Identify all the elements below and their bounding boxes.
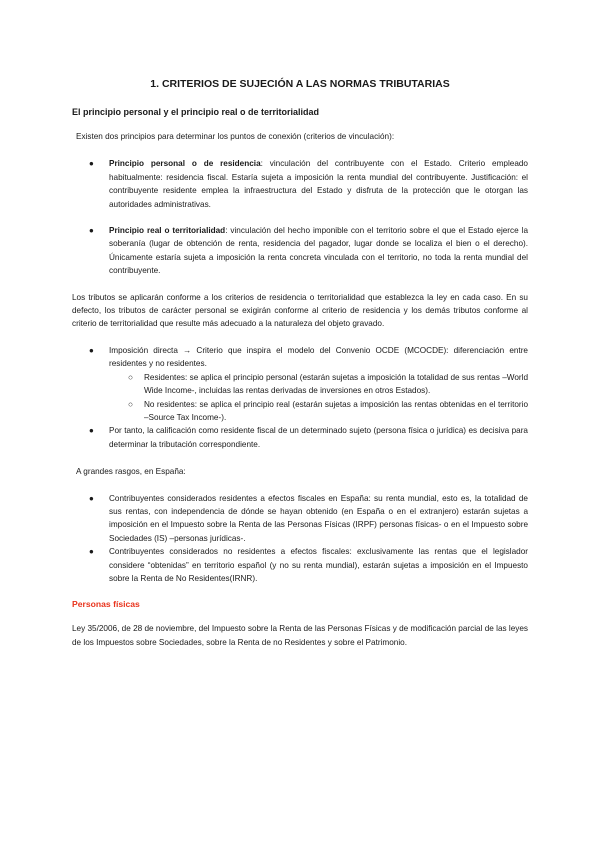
sub-list-item bbox=[109, 371, 528, 398]
bullet-icon: ● bbox=[89, 426, 94, 436]
direct-taxation-list bbox=[72, 344, 528, 451]
paragraph: A grandes rasgos, en España: bbox=[76, 467, 186, 477]
section-heading: El principio personal y el principio real o de territorialidad bbox=[72, 107, 320, 117]
intro-paragraph: Existen dos principios para determinar los puntos de conexión (criterios de vinculación): bbox=[76, 132, 395, 141]
list-item-text: Contribuyentes considerados no residentes a efectos fiscales: exclusivamente las rentas que el legislador considere “obtenidas” en territorio español (y no su renta mundial), estarán sujetas a imposición en el Impuesto sobre la Renta de No Residentes(IRNR). bbox=[109, 547, 528, 583]
spain-list bbox=[72, 492, 528, 586]
principle-text: : vinculación del contribuyente con el Estado. Criterio empleado habitualmente: residencia fiscal. Estaría sujeta a imposición la renta mundial del contribuyente. Justificación: el contribuyente residente emplea la infraestructura del Estado y disfruta de la protección que le otorgan las autoridades administrativas. bbox=[109, 159, 528, 209]
list-item bbox=[72, 157, 528, 211]
bullet-icon: ● bbox=[89, 345, 94, 355]
paragraph: Los tributos se aplicarán conforme a los criterios de residencia o territorialidad que establezca la ley en cada caso. En su defecto, los tributos de carácter personal se exigirán conforme al criterio de residencia y los demás tributos conforme al criterio de territorialidad que resulte más adecuado a la naturaleza del objeto gravado. bbox=[72, 292, 528, 329]
principles-list bbox=[72, 157, 528, 277]
subheading-personas-fisicas: Personas físicas bbox=[72, 599, 140, 610]
sub-list-item bbox=[109, 398, 528, 425]
list-item bbox=[72, 344, 528, 424]
list-item bbox=[72, 492, 528, 546]
list-item bbox=[72, 424, 528, 451]
bullet-icon: ● bbox=[89, 159, 94, 169]
sub-item-text: Residentes: se aplica el principio personal (estarán sujetas a imposición la totalidad de sus rentas –World Wide Income-, incluidas las rentas derivadas de inversiones en otros Estados). bbox=[144, 372, 528, 396]
bullet-icon: ● bbox=[89, 226, 94, 236]
page-title: 1. CRITERIOS DE SUJECIÓN A LAS NORMAS TRIBUTARIAS bbox=[150, 78, 450, 90]
list-item-text: Por tanto, la calificación como residente fiscal de un determinado sujeto (persona física o jurídica) es decisiva para determinar la tributación correspondiente. bbox=[109, 426, 528, 449]
list-item bbox=[72, 224, 528, 278]
paragraph: Ley 35/2006, de 28 de noviembre, del Impuesto sobre la Renta de las Personas Físicas y de modificación parcial de las leyes de los Impuestos sobre Sociedades, sobre la Renta de no Residentes y sobre el Patrimonio. bbox=[72, 624, 528, 647]
sub-list bbox=[109, 371, 528, 425]
bullet-icon: ● bbox=[89, 547, 94, 557]
bullet-icon: ● bbox=[89, 493, 94, 503]
list-item-text: Contribuyentes considerados residentes a efectos fiscales en España: su renta mundial, esto es, la totalidad de sus rentas, con independencia de dónde se hayan obtenido (en España o en el extranjero) estarán sujetas a imposición en el Impuesto sobre la Renta de las Personas Físicas (IRPF) personas físicas- o en el Impuesto sobre Sociedades (IS) –personas jurídicas-. bbox=[109, 493, 528, 543]
circle-bullet-icon: ○ bbox=[128, 372, 133, 382]
sub-item-text: No residentes: se aplica el principio real (estarán sujetas a imposición las rentas obtenidas en el territorio –Source Tax Income-). bbox=[144, 399, 528, 422]
list-item bbox=[72, 545, 528, 585]
list-item-text: Imposición directa → Criterio que inspira el modelo del Convenio OCDE (MCOCDE): diferenciación entre residentes y no residentes. bbox=[109, 345, 528, 369]
principle-term: Principio personal o de residencia bbox=[109, 159, 261, 169]
principle-text: : vinculación del hecho imponible con el territorio sobre el que el Estado ejerce la soberanía (lugar de obtención de renta, residencia del pagador, lugar donde se localiza el bien o el derecho). Únicamente estaría sujeta a imposición la renta concreta vinculada con el territorio, no toda la renta mundial del contribuyente. bbox=[109, 226, 528, 276]
circle-bullet-icon: ○ bbox=[128, 399, 133, 409]
principle-term: Principio real o territorialidad bbox=[109, 226, 226, 236]
